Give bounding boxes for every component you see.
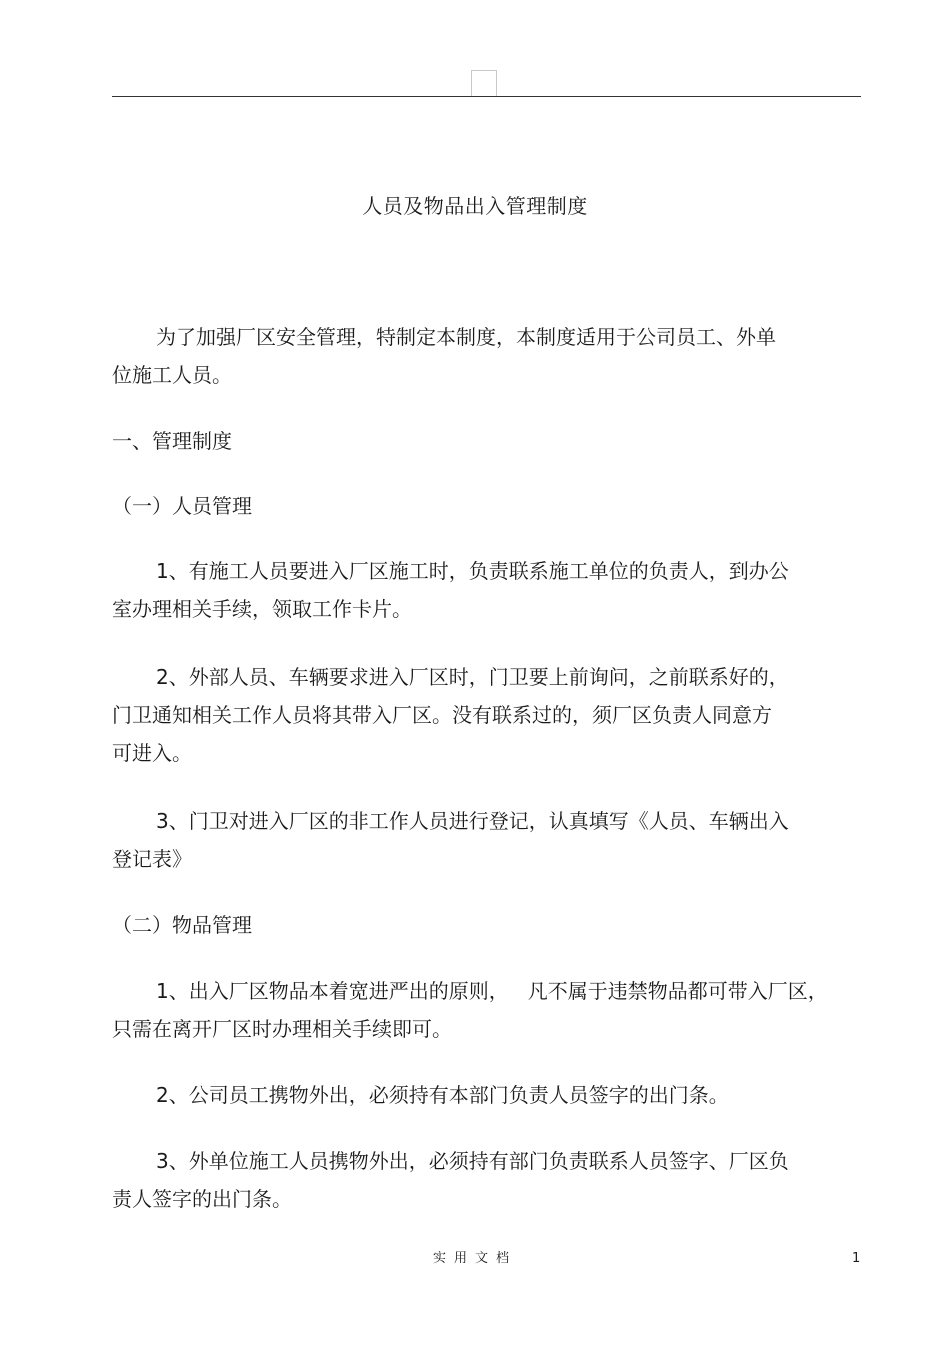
paragraph-line: 登记表》 xyxy=(112,847,192,871)
paragraph-line: 只需在离开厂区时办理相关手续即可。 xyxy=(112,1017,452,1041)
paragraph-line: 室办理相关手续，领取工作卡片。 xyxy=(112,597,412,621)
heading-line: （二）物品管理 xyxy=(112,913,252,937)
document-title: 人员及物品出入管理制度 xyxy=(362,194,588,218)
heading-line: 一、管理制度 xyxy=(112,429,232,453)
section-heading xyxy=(112,422,232,460)
page-number: 1 xyxy=(852,1251,861,1266)
paragraph-line: 责人签字的出门条。 xyxy=(112,1187,292,1211)
paragraph-line: 2、外部人员、车辆要求进入厂区时，门卫要上前询问，之前联系好的， xyxy=(156,665,789,689)
paragraph-line: 位施工人员。 xyxy=(112,363,232,387)
header-box xyxy=(471,70,497,96)
paragraph-line: 可进入。 xyxy=(112,741,192,765)
subsection-heading-goods xyxy=(112,906,252,944)
footer-label: 实用文档 xyxy=(432,1251,517,1266)
header-rule xyxy=(112,96,861,97)
paragraph-line: 1、有施工人员要进入厂区施工时，负责联系施工单位的负责人，到办公 xyxy=(156,559,789,583)
paragraph-line: 门卫通知相关工作人员将其带入厂区。没有联系过的，须厂区负责人同意方 xyxy=(112,703,772,727)
paragraph-line: 2、公司员工携物外出，必须持有本部门负责人员签字的出门条。 xyxy=(156,1083,729,1107)
rule-paragraph xyxy=(112,1076,729,1114)
paragraph-line: 为了加强厂区安全管理，特制定本制度，本制度适用于公司员工、外单 xyxy=(156,325,776,349)
rule-paragraph xyxy=(112,552,789,628)
rule-paragraph xyxy=(112,1142,789,1218)
paragraph-line: 3、门卫对进入厂区的非工作人员进行登记，认真填写《人员、车辆出入 xyxy=(156,809,789,833)
intro-paragraph xyxy=(112,318,776,394)
rule-paragraph xyxy=(112,972,828,1048)
rule-paragraph xyxy=(112,658,789,772)
heading-line: （一）人员管理 xyxy=(112,494,252,518)
paragraph-line: 3、外单位施工人员携物外出，必须持有部门负责联系人员签字、厂区负 xyxy=(156,1149,789,1173)
rule-paragraph xyxy=(112,802,789,878)
subsection-heading-personnel xyxy=(112,487,252,525)
paragraph-line: 1、出入厂区物品本着宽进严出的原则， 凡不属于违禁物品都可带入厂区， xyxy=(156,979,828,1003)
